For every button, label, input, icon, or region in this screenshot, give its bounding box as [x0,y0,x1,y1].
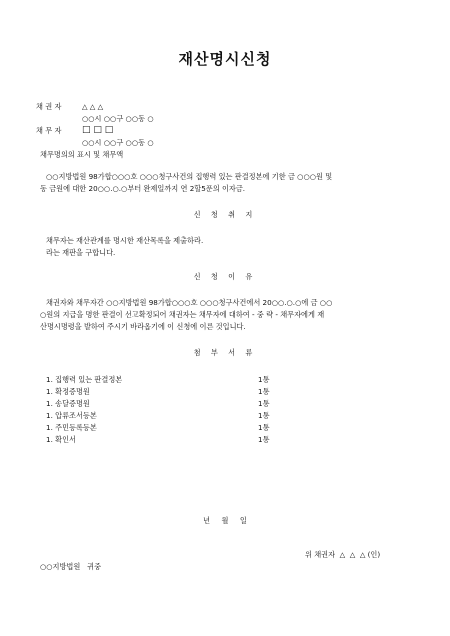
date-line: 년 월 일 [203,516,247,525]
attachment-count: 1통 [258,435,270,444]
debtor-name: □ □ □ [82,125,114,135]
purpose-line-2: 라는 재판을 구합니다. [46,248,116,257]
creditor-name: △ △ △ [82,102,104,111]
reason-heading: 신 청 이 유 [193,272,257,281]
reason-line-1: 채권자와 채무자간 ○○지방법원 98가합○○○호 ○○○청구사건에서 20○○.○.○에 금 ○○ [46,298,333,307]
attachment-item: 1. 확정증명원 [46,387,90,396]
attachment-count: 1통 [258,387,270,396]
attachment-count: 1통 [258,399,270,408]
attachment-item: 1. 압류조서등본 [46,411,97,420]
debtor-label: 채 무 자 [36,126,62,135]
claim-text-line-2: 동 금원에 대한 20○○.○.○부터 완제일까지 연 2할5푼의 이자금. [40,184,246,193]
signature-line: 위 채권자 △ △ △ (인) [305,550,381,559]
attachment-item: 1. 확인서 [46,435,76,444]
attachment-item: 1. 집행력 있는 판결정본 [46,375,123,384]
attachment-count: 1통 [258,411,270,420]
attachment-item: 1. 주민등록등본 [46,423,97,432]
purpose-heading: 신 청 취 지 [193,210,257,219]
debtor-address: ○○시 ○○구 ○○동 ○ [82,138,154,147]
claim-text-line-1: ○○지방법원 98가합○○○호 ○○○청구사건의 집행력 있는 판결정본에 기한 금 ○○○원 및 [46,172,333,181]
reason-line-2: ○원의 지급을 명한 판결이 선고확정되어 채권자는 채무자에 대하여 - 중 략 - 채무자에게 재 [40,310,325,319]
attachment-count: 1통 [258,423,270,432]
purpose-line-1: 채무자는 재산관계를 명시한 재산목록을 제출하라. [46,236,204,245]
document-title: 재산명시신청 [178,50,272,68]
court-addressee: ○○지방법원 귀중 [40,562,102,571]
attachment-item: 1. 송달증명원 [46,399,90,408]
reason-line-3: 산명시명령을 발하여 주시기 바라옵기에 이 신청에 이른 것입니다. [40,322,246,331]
attachment-count: 1통 [258,375,270,384]
attachments-heading: 첨 부 서 류 [193,348,257,357]
claim-heading: 채무명의의 표시 및 채무액 [40,150,124,159]
creditor-label: 채 권 자 [36,102,62,111]
creditor-address: ○○시 ○○구 ○○동 ○ [82,114,154,123]
